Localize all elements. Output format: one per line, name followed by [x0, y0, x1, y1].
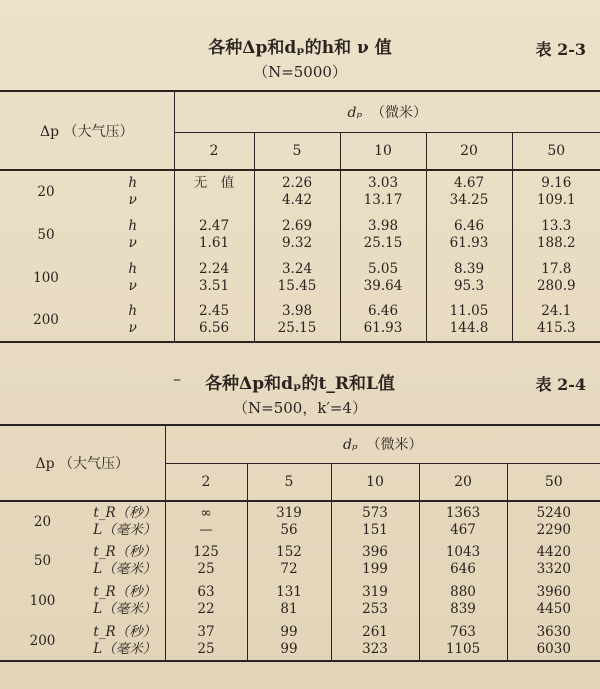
row-header: Δp （大气压） [0, 91, 174, 170]
value-bottom: 109.1 [536, 192, 576, 208]
col-header-50: 50 [512, 132, 600, 170]
value-cell [419, 541, 507, 581]
dp-value: 200 [29, 632, 56, 649]
dp-value: 200 [33, 312, 59, 328]
table-row [0, 581, 600, 621]
symbol-cell [92, 213, 174, 256]
value-bottom: 1105 [445, 640, 481, 657]
symbol-label: ν [128, 277, 137, 294]
symbol-label: ν [128, 234, 137, 251]
value-cell [165, 581, 247, 621]
value-bottom: — [199, 521, 213, 538]
value-cell [340, 299, 426, 342]
dp-header [174, 91, 600, 132]
value-top: 3630 [536, 623, 571, 640]
table-row [0, 299, 600, 342]
value-bottom: 61.93 [449, 234, 489, 251]
symbol-label: h [128, 217, 138, 234]
col-header-2: 2 [174, 132, 254, 170]
symbol-label: t_R（秒） [93, 544, 157, 560]
value-bottom: 3.51 [198, 277, 230, 294]
value-cell [340, 213, 426, 256]
value-bottom: 6030 [536, 640, 571, 657]
value-top: 319 [362, 584, 388, 600]
value-top: 3.24 [281, 260, 313, 277]
value-cell [507, 581, 600, 621]
value-cell [340, 170, 426, 213]
value-top: 1363 [445, 504, 481, 521]
value-bottom: 253 [362, 601, 388, 617]
symbol-label: ν [128, 320, 137, 336]
value-bottom: 323 [362, 640, 388, 657]
value-top: 5.05 [367, 260, 399, 277]
value-cell [331, 581, 419, 621]
symbol-cell [92, 170, 174, 213]
value-bottom: 22 [197, 601, 215, 617]
value-bottom: 61.93 [363, 320, 403, 336]
value-top: 无 值 [193, 175, 235, 191]
value-bottom: 39.64 [363, 277, 403, 294]
value-top: 131 [276, 584, 302, 600]
table-2-3 [0, 90, 600, 343]
value-top: 1043 [445, 544, 481, 560]
value-bottom: 81 [280, 601, 298, 617]
value-cell [512, 256, 600, 299]
value-bottom: 144.8 [449, 320, 489, 336]
value-cell [419, 621, 507, 661]
col-header-50: 50 [507, 463, 600, 501]
value-bottom: 95.3 [453, 277, 485, 294]
value-bottom: 25.15 [363, 234, 403, 251]
col-header-20: 20 [419, 463, 507, 501]
value-top: 396 [362, 544, 388, 560]
value-cell [174, 213, 254, 256]
col-header-10: 10 [340, 132, 426, 170]
value-cell [254, 170, 340, 213]
symbol-label: L（毫米） [93, 601, 157, 617]
symbol-cell [92, 299, 174, 342]
value-cell [507, 621, 600, 661]
value-top: 2.69 [281, 217, 313, 234]
value-top: 37 [197, 623, 215, 640]
symbol-label: L（毫米） [93, 521, 157, 538]
value-top: 13.3 [541, 217, 572, 234]
value-cell [419, 581, 507, 621]
value-bottom: 15.45 [277, 277, 317, 294]
value-cell [426, 213, 512, 256]
value-cell [254, 256, 340, 299]
table-row [0, 621, 600, 661]
symbol-label: t_R（秒） [93, 584, 157, 600]
value-cell [247, 501, 331, 541]
table-2-3-subtitle: （N=5000） [253, 63, 347, 81]
value-cell [507, 541, 600, 581]
table-row [0, 256, 600, 299]
dp-value: 100 [29, 593, 56, 609]
value-bottom: 25 [197, 640, 215, 657]
value-bottom: 25.15 [277, 320, 317, 336]
value-top: 24.1 [541, 303, 572, 319]
dp-header-unit: （微米） [371, 104, 427, 121]
value-cell [419, 501, 507, 541]
dp-header-label: dₚ [347, 104, 363, 121]
col-header-5: 5 [254, 132, 340, 170]
value-cell [512, 170, 600, 213]
value-top: 3960 [536, 584, 571, 600]
value-cell [331, 541, 419, 581]
value-cell [174, 170, 254, 213]
table-2-3-number: 表 2-3 [535, 40, 586, 59]
value-top: 4420 [536, 544, 571, 560]
value-cell [331, 621, 419, 661]
value-bottom: 9.32 [281, 234, 313, 251]
value-bottom: 25 [197, 561, 215, 577]
value-bottom: 3320 [536, 561, 571, 577]
dp-value: 20 [37, 184, 55, 200]
col-header-10: 10 [331, 463, 419, 501]
value-bottom: 56 [280, 521, 298, 538]
value-top: 11.05 [449, 303, 489, 319]
value-cell [247, 621, 331, 661]
symbol-label: h [128, 303, 138, 319]
value-top: 3.98 [367, 217, 399, 234]
value-top: 9.16 [541, 175, 572, 191]
row-header: Δp （大气压） [0, 425, 165, 501]
dp-header-label: dₚ [343, 437, 358, 454]
value-cell [426, 170, 512, 213]
table-2-4-title: 各种Δp和dₚ的t_R和L值 [205, 374, 395, 394]
symbol-cell [85, 581, 165, 621]
col-header-2: 2 [165, 463, 247, 501]
dp-value: 50 [33, 553, 52, 569]
symbol-label: h [128, 175, 138, 191]
value-top: 2.26 [281, 175, 313, 191]
table-2-3-title: 各种Δp和dₚ的h和 ν 值 [208, 38, 392, 58]
symbol-cell [85, 541, 165, 581]
table-row [0, 213, 600, 256]
value-top: 6.46 [367, 303, 399, 319]
value-cell [165, 541, 247, 581]
value-top: 5240 [536, 504, 571, 521]
table-row [0, 170, 600, 213]
value-cell [512, 213, 600, 256]
value-top: 17.8 [541, 260, 572, 277]
value-cell [340, 256, 426, 299]
value-cell [331, 501, 419, 541]
value-cell [512, 299, 600, 342]
dp-header [165, 425, 600, 463]
dp-header-unit: （微米） [366, 437, 423, 454]
value-bottom: 34.25 [449, 192, 489, 208]
value-cell [247, 541, 331, 581]
dp-value: 100 [33, 269, 59, 286]
value-bottom: 839 [450, 601, 476, 617]
value-top: 763 [450, 623, 476, 640]
value-cell [254, 299, 340, 342]
value-bottom: 188.2 [536, 234, 576, 251]
value-top: 63 [197, 584, 215, 600]
value-top: 152 [276, 544, 302, 560]
value-top: 261 [362, 623, 388, 640]
value-bottom: 280.9 [536, 277, 576, 294]
value-cell [165, 501, 247, 541]
value-top: 125 [193, 544, 219, 560]
table-row [0, 541, 600, 581]
table-2-4-number: 表 2-4 [535, 375, 586, 394]
table-2-4 [0, 424, 600, 662]
value-cell [174, 299, 254, 342]
value-top: 319 [276, 504, 302, 521]
value-top: 4.67 [453, 175, 485, 191]
value-bottom: 99 [280, 640, 298, 657]
value-bottom: 72 [280, 561, 298, 577]
value-bottom: 2290 [536, 521, 571, 538]
value-bottom: 4450 [536, 601, 571, 617]
value-bottom: 415.3 [536, 320, 576, 336]
value-bottom: 467 [450, 521, 476, 538]
value-top: 2.47 [198, 217, 230, 234]
table-row [0, 501, 600, 541]
value-bottom: 4.42 [281, 192, 313, 208]
value-bottom: 646 [450, 561, 476, 577]
dp-value: 50 [37, 226, 55, 243]
symbol-label: h [128, 260, 138, 277]
symbol-label: ν [128, 192, 137, 208]
value-top: 3.98 [281, 303, 313, 319]
value-top: 573 [362, 504, 388, 521]
value-cell [507, 501, 600, 541]
value-cell [426, 299, 512, 342]
value-bottom: 151 [362, 521, 388, 538]
col-header-20: 20 [426, 132, 512, 170]
value-cell [426, 256, 512, 299]
value-top: ∞ [200, 504, 212, 521]
value-top: 99 [280, 623, 298, 640]
value-bottom: 199 [362, 561, 388, 577]
value-bottom: 1.61 [198, 234, 230, 251]
value-top: 8.39 [453, 260, 485, 277]
symbol-cell [92, 256, 174, 299]
value-bottom [175, 192, 254, 209]
symbol-cell [85, 621, 165, 661]
value-bottom: 6.56 [198, 320, 230, 336]
value-cell [254, 213, 340, 256]
dp-value: 20 [33, 513, 52, 530]
value-cell [165, 621, 247, 661]
table-2-4-subtitle: （N=500，k′=4） [233, 399, 367, 417]
symbol-label: t_R（秒） [93, 623, 157, 640]
value-cell [247, 581, 331, 621]
value-cell [174, 256, 254, 299]
value-top: 3.03 [367, 175, 399, 191]
symbol-label: L（毫米） [93, 640, 157, 657]
symbol-cell [85, 501, 165, 541]
symbol-label: L（毫米） [93, 561, 157, 577]
value-top: 6.46 [453, 217, 485, 234]
value-top: 880 [450, 584, 476, 600]
col-header-5: 5 [247, 463, 331, 501]
value-top: 2.45 [198, 303, 230, 319]
symbol-label: t_R（秒） [93, 504, 157, 521]
value-bottom: 13.17 [363, 192, 403, 208]
value-top: 2.24 [198, 260, 230, 277]
caption-dash: – [173, 369, 181, 388]
